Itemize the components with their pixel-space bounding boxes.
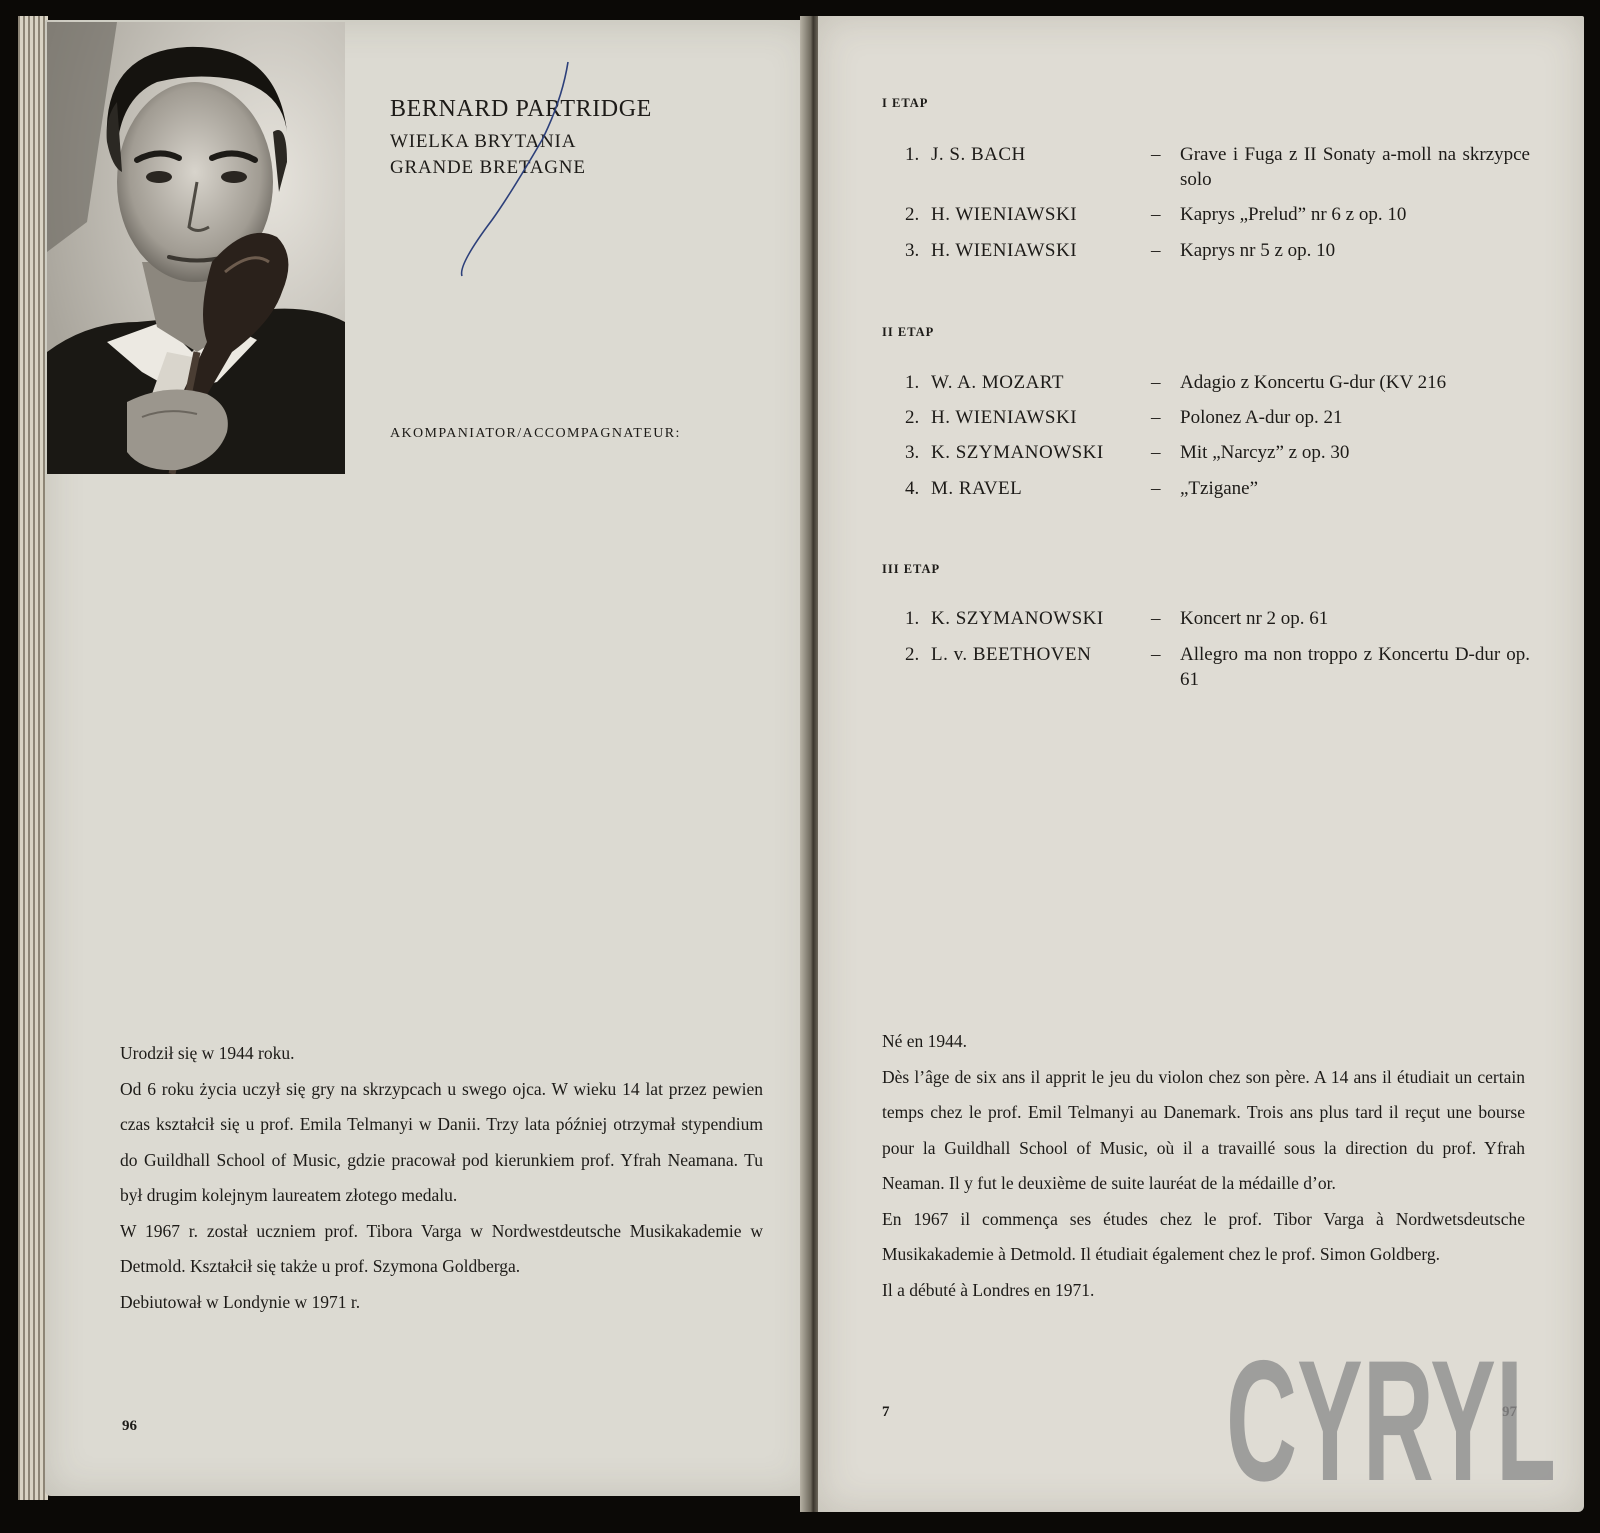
work-title: Kaprys „Prelud” nr 6 z op. 10: [1180, 204, 1407, 225]
page-edges: [18, 16, 48, 1500]
performer-photo: [47, 22, 345, 474]
composer: K. SZYMANOWSKI: [931, 608, 1104, 629]
cyryl-watermark-logo: [1226, 1342, 1556, 1488]
work-title: Adagio z Koncertu G-dur (KV 216: [1180, 372, 1447, 393]
composer: W. A. MOZART: [931, 372, 1064, 393]
page-number-left: 96: [122, 1418, 137, 1434]
bio-paragraph: En 1967 il commença ses études chez le prof. Tibor Varga à Nordwetsdeutsche Musikakademie à Detmold. Il étudiait également chez le prof. Simon Goldberg.: [882, 1208, 1525, 1264]
composer: M. RAVEL: [931, 478, 1023, 499]
stage-2-title: II ETAP: [882, 325, 935, 339]
performer-name: BERNARD PARTRIDGE: [390, 96, 652, 122]
bio-paragraph: W 1967 r. został uczniem prof. Tibora Varga w Nordwestdeutsche Musikakademie w Detmold. Kształcił się także u prof. Szymona Goldberga.: [120, 1220, 763, 1276]
violinist-portrait-image: [47, 22, 345, 474]
page-number-right: 97: [1502, 1404, 1517, 1420]
country-french: GRANDE BRETAGNE: [390, 157, 586, 178]
bio-paragraph: Il a débuté à Londres en 1971.: [882, 1279, 1095, 1300]
bio-paragraph: Od 6 roku życia uczył się gry na skrzypcach u swego ojca. W wieku 14 lat przez pewien czas kształcił się u prof. Emila Telmanyi w Danii. Trzy lata później otrzymał stypendium do Guildhall School of Music, gdzie pracował pod kierunkiem prof. Yfrah Neamana. Tu był drugim kolejnym laureatem złotego medalu.: [120, 1078, 763, 1205]
bio-paragraph: Dès l’âge de six ans il apprit le jeu du violon chez son père. A 14 ans il étudiait un certain temps chez le prof. Emil Telmanyi au Danemark. Trois ans plus tard il reçut une bourse pour la Guildhall School of Music, où il a travaillé sous la direction du prof. Yfrah Neaman. Il y fut le deuxième de suite lauréat de la médaille d’or.: [882, 1066, 1525, 1193]
composer: L. v. BEETHOVEN: [931, 644, 1092, 665]
work-title: Allegro ma non troppo z Koncertu D-dur op. 61: [1180, 644, 1530, 690]
accompanist-label: AKOMPANIATOR/ACCOMPAGNATEUR:: [390, 426, 681, 441]
work-title: Mit „Narcyz” z op. 30: [1180, 442, 1350, 463]
composer: H. WIENIAWSKI: [931, 204, 1078, 225]
stage-1-title: I ETAP: [882, 96, 929, 110]
country-polish: WIELKA BRYTANIA: [390, 131, 577, 152]
bio-paragraph: Né en 1944.: [882, 1031, 968, 1051]
stage-3-title: III ETAP: [882, 562, 941, 576]
work-title: „Tzigane”: [1180, 478, 1259, 499]
watermark-text: CYRYL: [1226, 1342, 1556, 1488]
bio-paragraph: Urodził się w 1944 roku.: [120, 1043, 295, 1063]
composer: K. SZYMANOWSKI: [931, 442, 1104, 463]
book-spread: BERNARD PARTRIDGE WIELKA BRYTANIA GRANDE BRETAGNE AKOMPANIATOR/ACCOMPAGNATEUR: Urodził się w 1944 roku. Od 6 roku życia uczył się gry na skrzypcach u swego ojca. W wieku 14 lat przez pewien czas kształcił się u prof. Emila Telmanyi w Danii. Trzy lata później otrzymał stypendium do Guildhall School of Music, gdzie pracował pod kierunkiem prof. Yfrah Neamana. Tu był drugim kolejnym laureatem złotego medalu. W 1967 r. został uczniem prof. Tibora Varga w Nordwestdeutsche Musikakademie w Detmold. Kształcił się także u prof. Szymona Goldberga. Debiutował w Londynie w 1971 r. 96 I ETAP 1. J. S. BACH – Grave i Fuga z II Sonaty a-moll na skrzypce solo 2. H. WIENIAWSKI – Kaprys „Prelud” nr 6 z op. 10 3. H. WIENIAWSKI – Kaprys nr 5 z op. 10 II ETAP 1. W. A. MOZART – Adagio z Koncertu G-dur (KV 216 2. H. WIENIAWSKI – Polonez A-dur op. 21 3. K. SZYMANOWSKI – Mit „Narcyz” z op. 30 4. M. RAVEL – „Tzigane” III ETAP 1. K. SZYMANOWSKI – Koncert nr 2 op. 61 2. L. v. BEETHOVEN – Allegro ma non troppo z Koncertu D-dur op. 61 Né en 1944. Dès l’âge de six ans il apprit le jeu du violon chez son père. A 14 ans il étudiait un certain temps chez le prof. Emil Telmanyi au Danemark. Trois ans plus tard il reçut une bourse pour la Guildhall School of Music, où il a travaillé sous la direction du prof. Yfrah Neaman. Il y fut le deuxième de suite lauréat de la médaille d’or. En 1967 il commença ses études chez le prof. Tibor Varga à Nordwetsdeutsche Musikakademie à Detmold. Il étudiait également chez le prof. Simon Goldberg. Il a débuté à Londres en 1971. 7 97 CYRYL: [0, 0, 1600, 1533]
work-title: Koncert nr 2 op. 61: [1180, 608, 1329, 629]
bio-paragraph: Debiutował w Londynie w 1971 r.: [120, 1291, 361, 1312]
composer: H. WIENIAWSKI: [931, 240, 1078, 261]
repertoire-item: 1. J. S. BACH – Grave i Fuga z II Sonaty a-moll na skrzypce solo: [905, 144, 1530, 190]
composer: H. WIENIAWSKI: [931, 407, 1078, 428]
work-title: Kaprys nr 5 z op. 10: [1180, 240, 1336, 261]
work-title: Polonez A-dur op. 21: [1180, 407, 1343, 428]
signature-mark: 7: [882, 1404, 890, 1420]
pen-stroke-mark: [450, 60, 580, 280]
biography-french: [882, 1024, 1525, 1308]
composer: J. S. BACH: [931, 144, 1026, 165]
work-title: Grave i Fuga z II Sonaty a-moll na skrzypce solo: [1180, 144, 1530, 190]
repertoire-item: 2. L. v. BEETHOVEN – Allegro ma non troppo z Koncertu D-dur op. 61: [905, 644, 1530, 690]
biography-polish: [120, 1036, 763, 1320]
